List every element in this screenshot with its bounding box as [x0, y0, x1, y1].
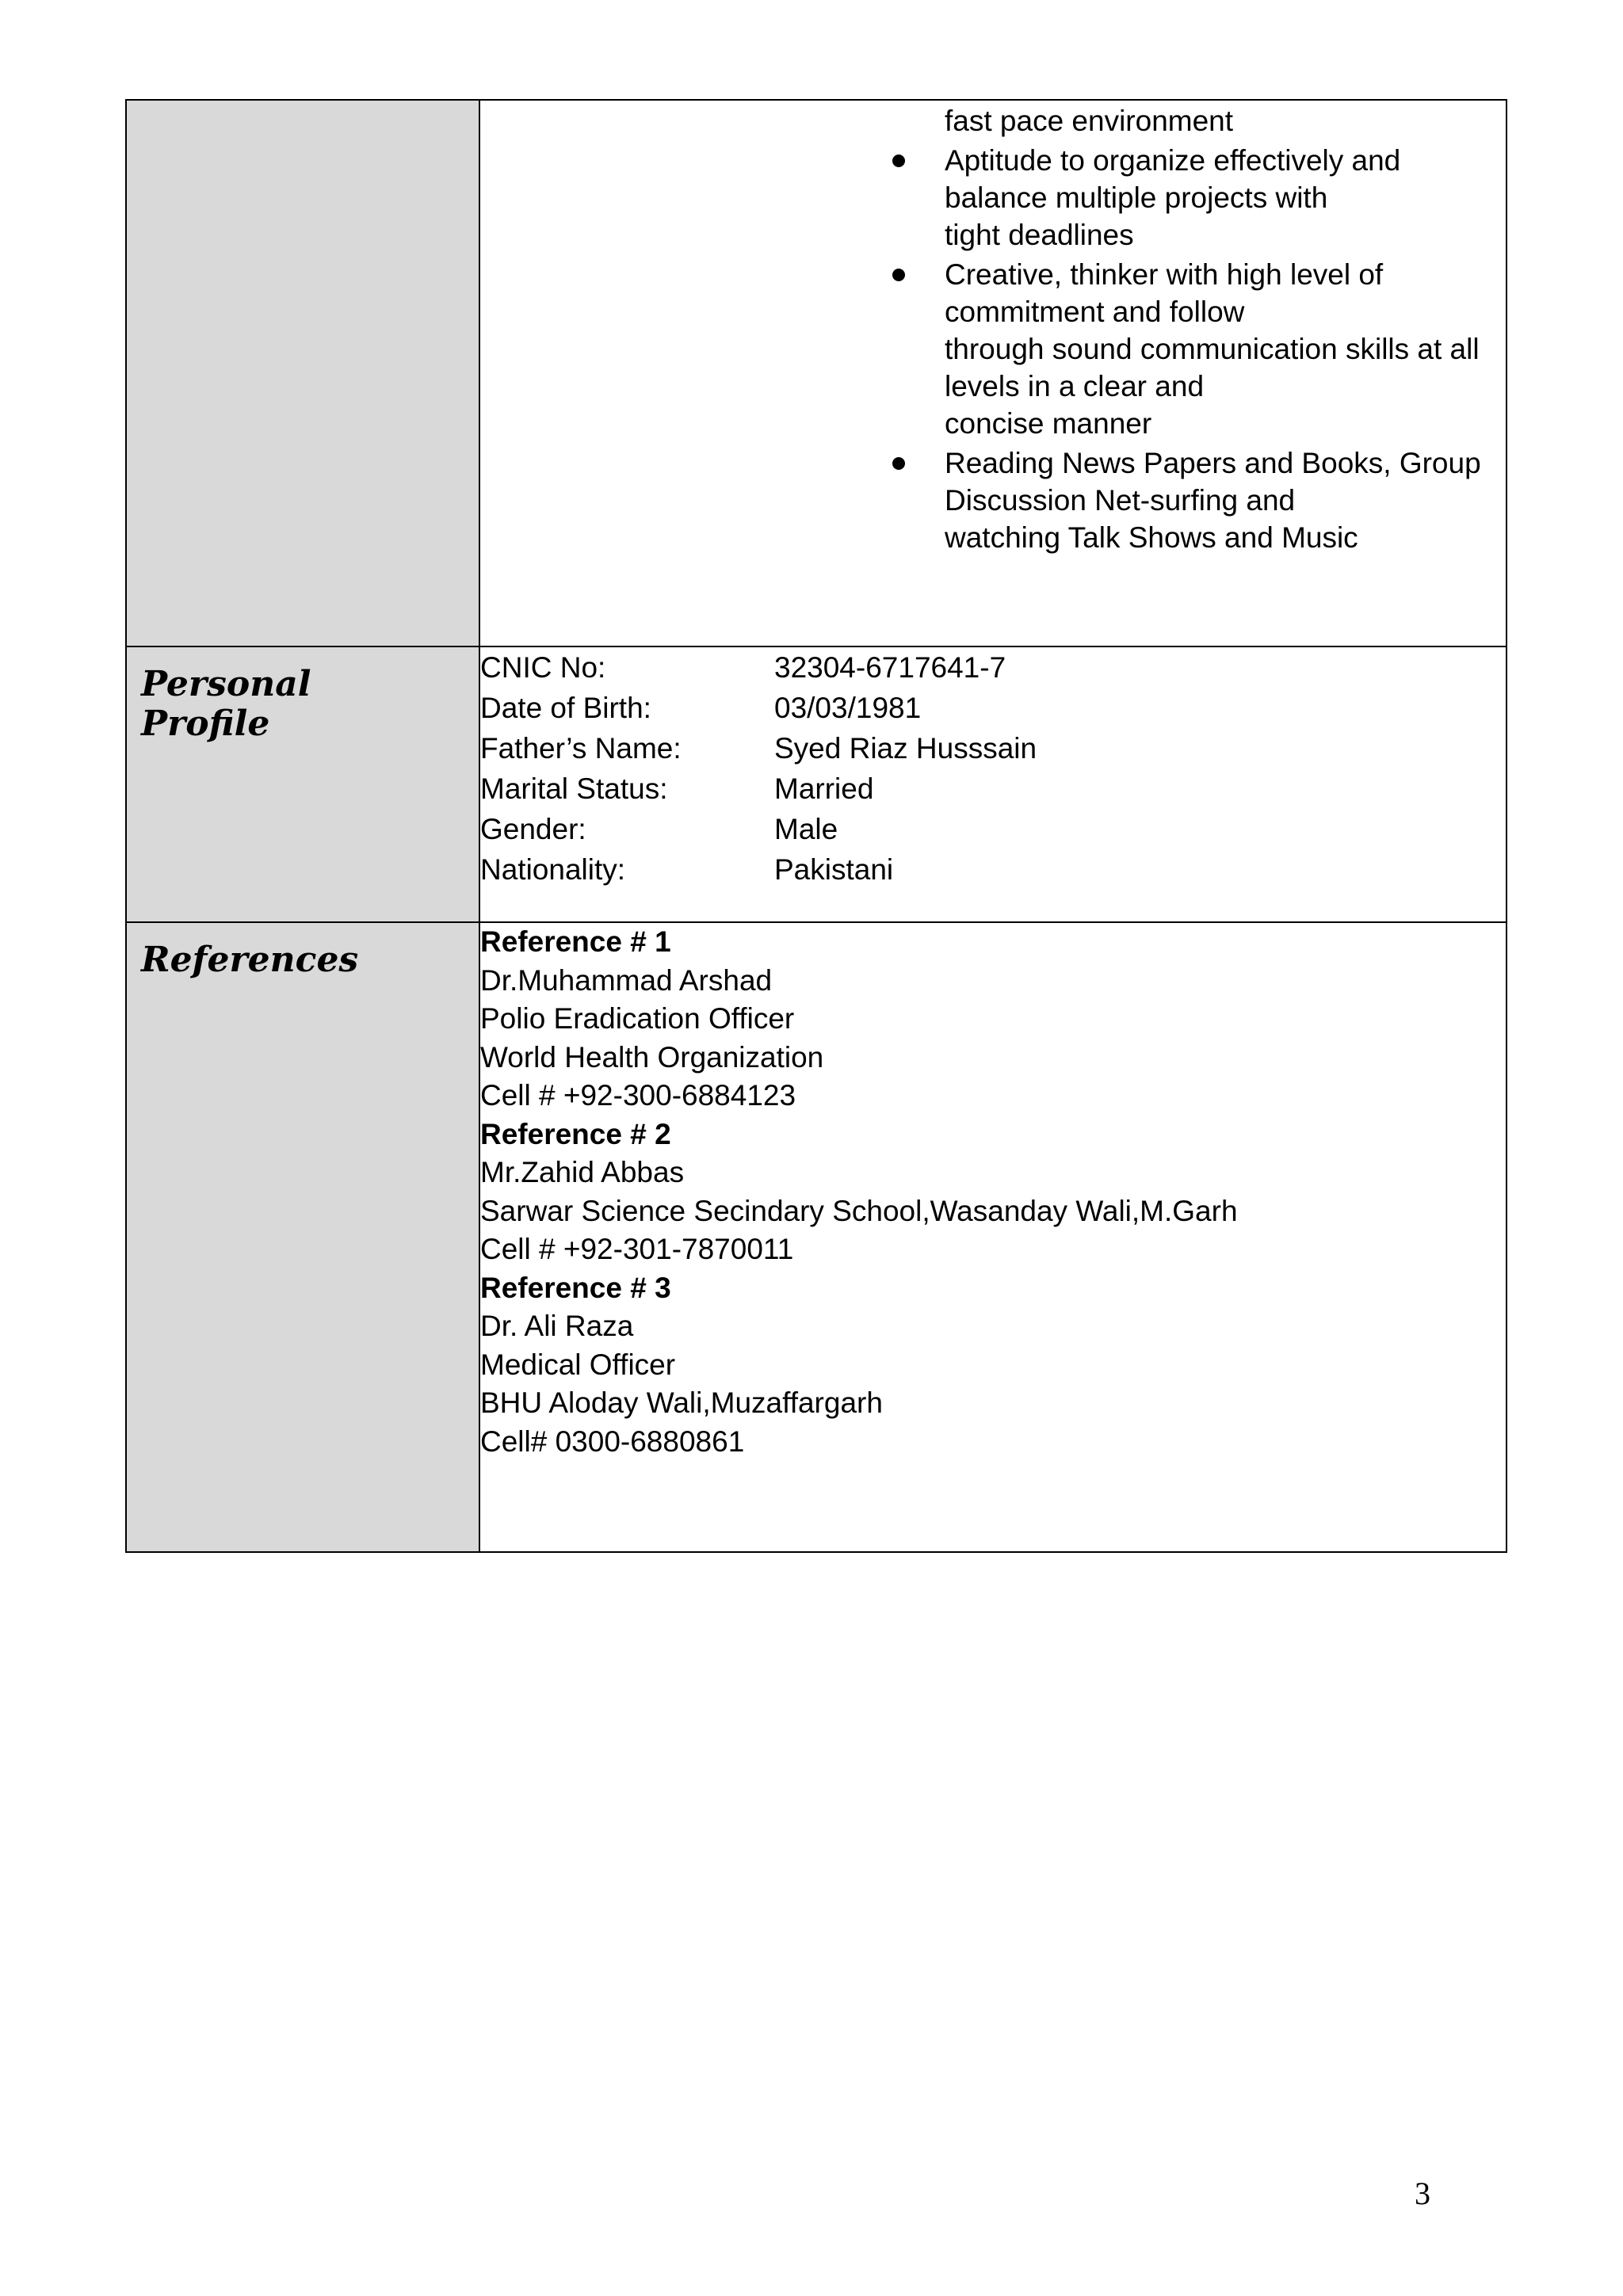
skill-bullet-line: tight deadlines — [945, 219, 1134, 251]
profile-key: Date of Birth: — [480, 692, 651, 724]
profile-value: Syed Riaz Husssain — [774, 732, 1037, 765]
reference-heading: Reference # 1 — [480, 925, 671, 958]
reference-block — [480, 1116, 1506, 1269]
profile-key: CNIC No: — [480, 651, 606, 684]
bullet-icon — [892, 457, 905, 470]
profile-value: 03/03/1981 — [774, 692, 922, 724]
reference-line: Dr.Muhammad Arshad — [480, 963, 773, 997]
skill-bullet-item — [480, 142, 1506, 254]
reference-heading: Reference # 3 — [480, 1271, 671, 1304]
skills-row — [126, 100, 1507, 646]
profile-key: Father’s Name: — [480, 732, 682, 765]
profile-row-dob — [480, 688, 1506, 728]
skills-bullet-list — [480, 142, 1506, 556]
skill-bullet-line: through sound communication skills at all levels in a clear and — [945, 333, 1480, 402]
reference-line: BHU Aloday Wali,Muzaffargarh — [480, 1386, 883, 1419]
references-label-cell — [126, 922, 479, 1552]
profile-row-marital-status — [480, 769, 1506, 809]
references-heading: References — [141, 940, 359, 980]
skill-bullet-line: Creative, thinker with high level of commitment and follow — [945, 258, 1384, 328]
profile-value: Married — [774, 772, 874, 805]
page-number: 3 — [1415, 2176, 1430, 2211]
bullet-icon — [892, 269, 905, 281]
profile-row-cnic — [480, 647, 1506, 688]
skill-bullet-line: concise manner — [945, 407, 1152, 440]
personal-profile-content-cell — [479, 646, 1507, 922]
profile-key: Gender: — [480, 813, 586, 845]
bullet-icon — [892, 154, 905, 167]
profile-row-gender — [480, 809, 1506, 849]
reference-line: Medical Officer — [480, 1348, 676, 1381]
reference-line: Dr. Ali Raza — [480, 1310, 634, 1342]
reference-line: Cell# 0300-6880861 — [480, 1425, 745, 1458]
skills-continuation-text: fast pace environment — [945, 105, 1234, 137]
skill-bullet-line: watching Talk Shows and Music — [945, 521, 1358, 554]
skills-label-cell — [126, 100, 479, 646]
personal-profile-heading — [127, 647, 479, 744]
reference-block — [480, 923, 1506, 1116]
profile-value: Pakistani — [774, 853, 894, 886]
profile-row-father-name — [480, 728, 1506, 769]
personal-profile-heading-line: Profile — [141, 704, 270, 744]
skill-bullet-line: Reading News Papers and Books, Group Discussion Net-surfing and — [945, 447, 1481, 517]
skills-content-cell — [479, 100, 1507, 646]
reference-heading: Reference # 2 — [480, 1117, 671, 1150]
reference-line: Cell # +92-301-7870011 — [480, 1233, 794, 1265]
profile-key: Nationality: — [480, 853, 626, 886]
skill-bullet-item — [480, 444, 1506, 556]
skill-bullet-line: Aptitude to organize effectively and balance multiple projects with — [945, 144, 1401, 214]
reference-line: Sarwar Science Secindary School,Wasanday Wali,M.Garh — [480, 1194, 1238, 1227]
reference-block — [480, 1269, 1506, 1462]
profile-row-nationality — [480, 849, 1506, 890]
personal-profile-row — [126, 646, 1507, 922]
reference-line: World Health Organization — [480, 1040, 824, 1074]
reference-line: Cell # +92-300-6884123 — [480, 1079, 796, 1112]
reference-line: Mr.Zahid Abbas — [480, 1156, 685, 1188]
reference-line: Polio Eradication Officer — [480, 1002, 795, 1035]
personal-profile-heading-line: Personal — [141, 664, 311, 704]
profile-key: Marital Status: — [480, 772, 668, 805]
personal-profile-label-cell — [126, 646, 479, 922]
references-row — [126, 922, 1507, 1552]
profile-value: Male — [774, 813, 838, 845]
profile-value: 32304-6717641-7 — [774, 651, 1006, 684]
references-content-cell — [479, 922, 1507, 1552]
cv-table — [125, 99, 1507, 1553]
skill-bullet-item — [480, 256, 1506, 442]
